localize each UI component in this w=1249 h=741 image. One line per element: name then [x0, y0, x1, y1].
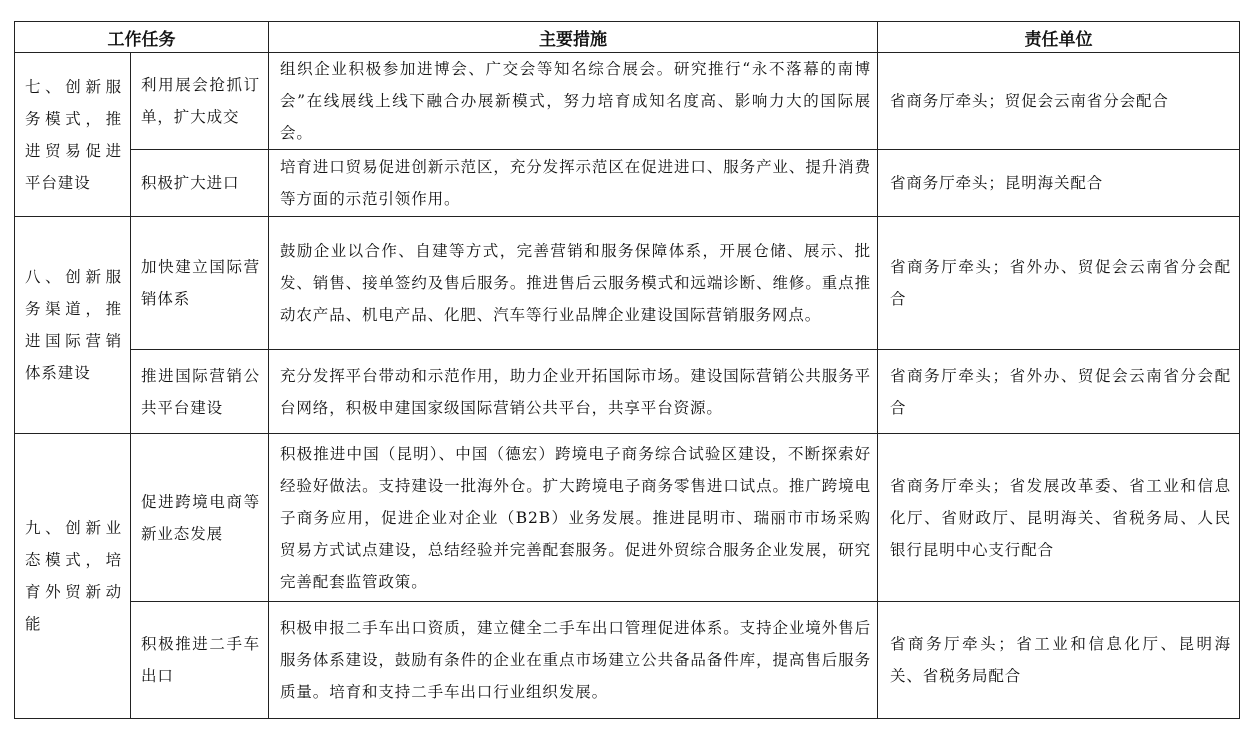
responsible-cell: 省商务厅牵头；省外办、贸促会云南省分会配合 — [878, 217, 1240, 350]
subtask-cell: 促进跨境电商等新业态发展 — [131, 434, 269, 602]
table-row — [15, 434, 1240, 602]
header-row — [15, 22, 1240, 53]
work-task-table — [14, 21, 1240, 719]
responsible-cell: 省商务厅牵头；省工业和信息化厅、昆明海关、省税务局配合 — [878, 602, 1240, 719]
measures-cell: 积极推进中国（昆明）、中国（德宏）跨境电子商务综合试验区建设，不断探索好经验好做法。支持建设一批海外仓。扩大跨境电子商务零售进口试点。推广跨境电子商务应用，促进企业对企业（B2B）业务发展。推进昆明市、瑞丽市市场采购贸易方式试点建设，总结经验并完善配套服务。促进外贸综合服务企业发展，研究完善配套监管政策。 — [269, 434, 878, 602]
measures-cell: 培育进口贸易促进创新示范区，充分发挥示范区在促进进口、服务产业、提升消费等方面的示范引领作用。 — [269, 150, 878, 217]
header-task: 工作任务 — [15, 22, 269, 53]
measures-cell: 充分发挥平台带动和示范作用，助力企业开拓国际市场。建设国际营销公共服务平台网络，积极申建国家级国际营销公共平台，共享平台资源。 — [269, 350, 878, 434]
table-row — [15, 217, 1240, 350]
table-row — [15, 350, 1240, 434]
subtask-cell: 推进国际营销公共平台建设 — [131, 350, 269, 434]
measures-cell: 积极申报二手车出口资质，建立健全二手车出口管理促进体系。支持企业境外售后服务体系建设，鼓励有条件的企业在重点市场建立公共备品备件库，提高售后服务质量。培育和支持二手车出口行业组织发展。 — [269, 602, 878, 719]
header-responsible: 责任单位 — [878, 22, 1240, 53]
task-cell: 九、创新业态模式，培育外贸新动能 — [15, 434, 131, 719]
responsible-cell: 省商务厅牵头；省外办、贸促会云南省分会配合 — [878, 350, 1240, 434]
task-cell: 八、创新服务渠道，推进国际营销体系建设 — [15, 217, 131, 434]
responsible-cell: 省商务厅牵头；贸促会云南省分会配合 — [878, 53, 1240, 150]
subtask-cell: 积极扩大进口 — [131, 150, 269, 217]
header-measures: 主要措施 — [269, 22, 878, 53]
responsible-cell: 省商务厅牵头；昆明海关配合 — [878, 150, 1240, 217]
measures-cell: 组织企业积极参加进博会、广交会等知名综合展会。研究推行“永不落幕的南博会”在线展线上线下融合办展新模式，努力培育成知名度高、影响力大的国际展会。 — [269, 53, 878, 150]
subtask-cell: 积极推进二手车出口 — [131, 602, 269, 719]
subtask-cell: 加快建立国际营销体系 — [131, 217, 269, 350]
table-row — [15, 53, 1240, 150]
measures-cell: 鼓励企业以合作、自建等方式，完善营销和服务保障体系，开展仓储、展示、批发、销售、接单签约及售后服务。推进售后云服务模式和远端诊断、维修。重点推动农产品、机电产品、化肥、汽车等行业品牌企业建设国际营销服务网点。 — [269, 217, 878, 350]
responsible-cell: 省商务厅牵头；省发展改革委、省工业和信息化厅、省财政厅、昆明海关、省税务局、人民银行昆明中心支行配合 — [878, 434, 1240, 602]
task-cell: 七、创新服务模式，推进贸易促进平台建设 — [15, 53, 131, 217]
subtask-cell: 利用展会抢抓订单，扩大成交 — [131, 53, 269, 150]
table-row — [15, 150, 1240, 217]
table-row — [15, 602, 1240, 719]
